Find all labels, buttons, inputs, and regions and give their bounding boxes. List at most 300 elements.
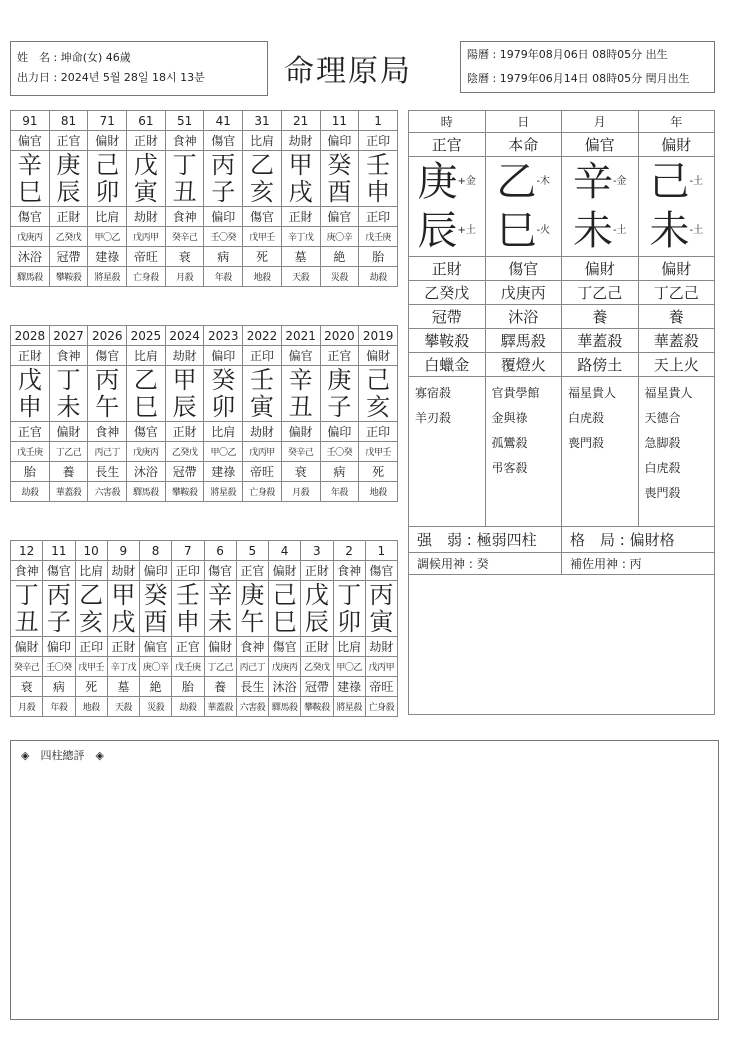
- natal-top-god-char: 正官: [431, 136, 462, 154]
- woleun-branch-cell: 子: [43, 609, 75, 637]
- daeun-stem-cell: 丙: [204, 151, 243, 179]
- woleun-stem-cell: 丙: [365, 581, 397, 609]
- daeun-hidden-cell: 甲〇乙: [88, 227, 127, 247]
- natal-hidden-char: 丁乙己: [653, 284, 699, 302]
- natal-chart-table: [408, 110, 715, 715]
- woleun-label-cell: 1: [365, 541, 397, 561]
- seun-stage-cell: 冠帶: [165, 462, 204, 482]
- natal-stem-char: 庚: [417, 158, 458, 205]
- woleun-bottom-god-cell: 比肩: [333, 637, 365, 657]
- woleun-bottom-god-cell: 劫財: [365, 637, 397, 657]
- natal-sinsal-cell: [409, 377, 486, 527]
- daeun-bottom-god-cell: 正印: [359, 207, 398, 227]
- natal-sal-cell: [485, 329, 562, 353]
- seun-hidden-cell: 戊庚丙: [127, 442, 166, 462]
- woleun-sal-cell: 月殺: [11, 697, 43, 717]
- natal-hidden-char: 丁乙己: [577, 284, 623, 302]
- woleun-top-god-cell: 正印: [172, 561, 204, 581]
- woleun-stem-cell: 丁: [333, 581, 365, 609]
- daeun-branch-cell: 申: [359, 179, 398, 207]
- natal-row-top-god: [409, 133, 715, 157]
- daeun-hidden-cell: 乙癸戊: [49, 227, 88, 247]
- woleun-stage-cell: 長生: [236, 677, 268, 697]
- woleun-row-label: [11, 541, 398, 561]
- natal-napeum-cell: [485, 353, 562, 377]
- daeun-hidden-cell: 戊丙甲: [127, 227, 166, 247]
- daeun-bottom-god-cell: 偏官: [320, 207, 359, 227]
- daeun-row-stem: [11, 151, 398, 179]
- daeun-stage-cell: 沐浴: [11, 247, 50, 267]
- seun-bottom-god-cell: 正官: [11, 422, 50, 442]
- natal-stem-cell: [638, 157, 715, 207]
- seun-stem-cell: 壬: [243, 366, 282, 394]
- natal-branch-char: 辰: [417, 208, 458, 255]
- daeun-sal-cell: 將星殺: [88, 267, 127, 287]
- woleun-sal-cell: 天殺: [107, 697, 139, 717]
- seun-label-cell: 2025: [127, 326, 166, 346]
- woleun-bottom-god-cell: 偏財: [204, 637, 236, 657]
- natal-sinsal-item: 白虎殺: [644, 461, 681, 475]
- seun-top-god-cell: 偏印: [204, 346, 243, 366]
- daeun-bottom-god-cell: 比肩: [88, 207, 127, 227]
- woleun-stem-cell: 癸: [140, 581, 172, 609]
- summary-box: [10, 740, 719, 1020]
- natal-branch-cell: [562, 207, 639, 257]
- daeun-branch-cell: 戌: [281, 179, 320, 207]
- woleun-label-cell: 7: [172, 541, 204, 561]
- woleun-stem-cell: 壬: [172, 581, 204, 609]
- seun-hidden-cell: 戊甲壬: [359, 442, 398, 462]
- seun-stage-cell: 養: [49, 462, 88, 482]
- natal-sinsal-cell: [485, 377, 562, 527]
- seun-label-cell: 2024: [165, 326, 204, 346]
- daeun-top-god-cell: 劫財: [281, 131, 320, 151]
- daeun-top-god-cell: 傷官: [204, 131, 243, 151]
- natal-napeum-char: 白蠟金: [424, 356, 470, 374]
- natal-stage-char: 冠帶: [431, 308, 462, 326]
- seun-label-cell: 2026: [88, 326, 127, 346]
- natal-top-god-cell: [638, 133, 715, 157]
- seun-sal-cell: 驛馬殺: [127, 482, 166, 502]
- name-line: 姓 名 : 坤命(女) 46歲: [17, 51, 131, 64]
- seun-row-stem: [11, 366, 398, 394]
- seun-top-god-cell: 偏官: [281, 346, 320, 366]
- woleun-sal-cell: 華蓋殺: [204, 697, 236, 717]
- woleun-branch-cell: 戌: [107, 609, 139, 637]
- natal-bottom-god-cell: [562, 257, 639, 281]
- woleun-branch-cell: 丑: [11, 609, 43, 637]
- woleun-hidden-cell: 癸辛己: [11, 657, 43, 677]
- seun-top-god-cell: 正印: [243, 346, 282, 366]
- natal-napeum-char: 天上火: [653, 356, 699, 374]
- natal-sal-char: 攀鞍殺: [424, 332, 470, 350]
- natal-stem-element-sup: -金: [612, 175, 627, 187]
- natal-header-char: 時: [440, 115, 453, 129]
- daeun-sal-cell: 災殺: [320, 267, 359, 287]
- seun-row-top-god: [11, 346, 398, 366]
- natal-top-god-char: 偏財: [661, 136, 692, 154]
- daeun-sal-cell: 地殺: [243, 267, 282, 287]
- woleun-top-god-cell: 比肩: [75, 561, 107, 581]
- seun-bottom-god-cell: 傷官: [127, 422, 166, 442]
- woleun-top-god-cell: 食神: [333, 561, 365, 581]
- woleun-row-hidden: [11, 657, 398, 677]
- natal-branch-cell: [485, 207, 562, 257]
- seun-bottom-god-cell: 偏財: [281, 422, 320, 442]
- daeun-top-god-cell: 偏官: [11, 131, 50, 151]
- natal-sinsal-item: 金與祿: [491, 411, 528, 425]
- woleun-row-stage: [11, 677, 398, 697]
- daeun-sal-cell: 攀鞍殺: [49, 267, 88, 287]
- woleun-stage-cell: 墓: [107, 677, 139, 697]
- natal-row-napeum: [409, 353, 715, 377]
- woleun-label-cell: 11: [43, 541, 75, 561]
- daeun-row-stage: [11, 247, 398, 267]
- seun-bottom-god-cell: 食神: [88, 422, 127, 442]
- woleun-bottom-god-cell: 偏財: [11, 637, 43, 657]
- daeun-hidden-cell: 戊壬庚: [359, 227, 398, 247]
- natal-stage-cell: [638, 305, 715, 329]
- daeun-stem-cell: 戊: [127, 151, 166, 179]
- natal-bottom-god-char: 傷官: [508, 260, 539, 278]
- woleun-stem-cell: 戊: [301, 581, 333, 609]
- woleun-stem-cell: 庚: [236, 581, 268, 609]
- natal-header-cell: [562, 111, 639, 133]
- seun-branch-cell: 申: [11, 394, 50, 422]
- seun-row-sal: [11, 482, 398, 502]
- seun-top-god-cell: 傷官: [88, 346, 127, 366]
- natal-napeum-char: 路傍土: [577, 356, 623, 374]
- natal-row-bottom-god: [409, 257, 715, 281]
- natal-header-cell: [409, 111, 486, 133]
- daeun-label-cell: 41: [204, 111, 243, 131]
- woleun-stem-cell: 辛: [204, 581, 236, 609]
- seun-stage-cell: 病: [320, 462, 359, 482]
- natal-branch-element-sup: -土: [612, 225, 627, 237]
- seun-stem-cell: 己: [359, 366, 398, 394]
- natal-row-yongsin: [409, 553, 715, 575]
- natal-stage-char: 養: [668, 308, 684, 326]
- woleun-branch-cell: 寅: [365, 609, 397, 637]
- natal-napeum-cell: [409, 353, 486, 377]
- seun-sal-cell: 年殺: [320, 482, 359, 502]
- natal-sinsal-item: 官貴學館: [491, 386, 540, 400]
- lunar-date: 陰曆 : 1979年06月14日 08時05分 閏月出生: [467, 72, 690, 85]
- natal-header-char: 日: [517, 115, 530, 129]
- seun-top-god-cell: 正財: [11, 346, 50, 366]
- natal-header-cell: [485, 111, 562, 133]
- seun-label-cell: 2027: [49, 326, 88, 346]
- woleun-branch-cell: 午: [236, 609, 268, 637]
- seun-branch-cell: 丑: [281, 394, 320, 422]
- seun-bottom-god-cell: 劫財: [243, 422, 282, 442]
- woleun-row-stem: [11, 581, 398, 609]
- woleun-sal-cell: 六害殺: [236, 697, 268, 717]
- daeun-stage-cell: 冠帶: [49, 247, 88, 267]
- daeun-bottom-god-cell: 傷官: [243, 207, 282, 227]
- woleun-row-bottom-god: [11, 637, 398, 657]
- daeun-bottom-god-cell: 正財: [49, 207, 88, 227]
- seun-hidden-cell: 丙己丁: [88, 442, 127, 462]
- daeun-row-label: [11, 111, 398, 131]
- seun-top-god-cell: 正官: [320, 346, 359, 366]
- woleun-sal-cell: 地殺: [75, 697, 107, 717]
- woleun-hidden-cell: 戊丙甲: [365, 657, 397, 677]
- seun-hidden-cell: 癸辛己: [281, 442, 320, 462]
- seun-branch-cell: 巳: [127, 394, 166, 422]
- woleun-bottom-god-cell: 正印: [75, 637, 107, 657]
- seun-bottom-god-cell: 偏印: [320, 422, 359, 442]
- natal-napeum-char: 覆燈火: [500, 356, 546, 374]
- natal-hidden-cell: [562, 281, 639, 305]
- woleun-branch-cell: 辰: [301, 609, 333, 637]
- seun-stage-cell: 沐浴: [127, 462, 166, 482]
- seun-top-god-cell: 劫財: [165, 346, 204, 366]
- natal-hidden-cell: [409, 281, 486, 305]
- natal-row-sinsal: [409, 377, 715, 527]
- natal-top-god-char: 偏官: [584, 136, 615, 154]
- natal-sinsal-item: 喪門殺: [644, 486, 681, 500]
- natal-top-god-cell: [485, 133, 562, 157]
- daeun-stem-cell: 乙: [243, 151, 282, 179]
- woleun-bottom-god-cell: 正財: [107, 637, 139, 657]
- natal-hidden-char: 戊庚丙: [500, 284, 546, 302]
- daeun-stage-cell: 死: [243, 247, 282, 267]
- woleun-stage-cell: 養: [204, 677, 236, 697]
- daeun-bottom-god-cell: 偏印: [204, 207, 243, 227]
- seun-hidden-cell: 壬〇癸: [320, 442, 359, 462]
- woleun-bottom-god-cell: 正財: [301, 637, 333, 657]
- daeun-label-cell: 61: [127, 111, 166, 131]
- seun-label-cell: 2021: [281, 326, 320, 346]
- seun-stem-cell: 辛: [281, 366, 320, 394]
- woleun-stage-cell: 建祿: [333, 677, 365, 697]
- natal-row-branch: [409, 207, 715, 257]
- daeun-hidden-cell: 壬〇癸: [204, 227, 243, 247]
- seun-stem-cell: 丁: [49, 366, 88, 394]
- woleun-sal-cell: 亡身殺: [365, 697, 397, 717]
- daeun-stage-cell: 墓: [281, 247, 320, 267]
- natal-stage-cell: [409, 305, 486, 329]
- natal-hidden-cell: [638, 281, 715, 305]
- seun-top-god-cell: 偏財: [359, 346, 398, 366]
- seun-hidden-cell: 甲〇乙: [204, 442, 243, 462]
- natal-sal-char: 華蓋殺: [653, 332, 699, 350]
- natal-branch-char: 巳: [496, 208, 537, 255]
- natal-header-cell: [638, 111, 715, 133]
- woleun-hidden-cell: 丙己丁: [236, 657, 268, 677]
- natal-sinsal-item: 天德合: [644, 411, 681, 425]
- woleun-hidden-cell: 壬〇癸: [43, 657, 75, 677]
- daeun-sal-cell: 年殺: [204, 267, 243, 287]
- seun-branch-cell: 子: [320, 394, 359, 422]
- woleun-stage-cell: 帝旺: [365, 677, 397, 697]
- natal-sinsal-item: 弔客殺: [491, 461, 528, 475]
- daeun-sal-cell: 劫殺: [359, 267, 398, 287]
- natal-branch-element-sup: -土: [689, 225, 704, 237]
- seun-row-branch: [11, 394, 398, 422]
- daeun-top-god-cell: 偏印: [320, 131, 359, 151]
- woleun-sal-cell: 攀鞍殺: [301, 697, 333, 717]
- daeun-stem-cell: 癸: [320, 151, 359, 179]
- woleun-hidden-cell: 戊甲壬: [75, 657, 107, 677]
- woleun-bottom-god-cell: 偏官: [140, 637, 172, 657]
- woleun-sal-cell: 劫殺: [172, 697, 204, 717]
- print-date-line: 出力日 : 2024년 5월 28일 18시 13분: [17, 71, 205, 84]
- daeun-label-cell: 31: [243, 111, 282, 131]
- daeun-hidden-cell: 辛丁戊: [281, 227, 320, 247]
- natal-row-hidden: [409, 281, 715, 305]
- natal-sinsal-item: 福星貴人: [644, 386, 693, 400]
- daeun-stage-cell: 建祿: [88, 247, 127, 267]
- woleun-top-god-cell: 正官: [236, 561, 268, 581]
- natal-bottom-god-char: 偏財: [584, 260, 615, 278]
- daeun-branch-cell: 卯: [88, 179, 127, 207]
- seun-label-cell: 2019: [359, 326, 398, 346]
- seun-stage-cell: 死: [359, 462, 398, 482]
- woleun-bottom-god-cell: 正官: [172, 637, 204, 657]
- woleun-label-cell: 6: [204, 541, 236, 561]
- daeun-branch-cell: 亥: [243, 179, 282, 207]
- woleun-row-sal: [11, 697, 398, 717]
- natal-bottom-god-char: 偏財: [661, 260, 692, 278]
- natal-stem-char: 辛: [572, 158, 613, 205]
- natal-sal-cell: [409, 329, 486, 353]
- natal-stage-cell: [562, 305, 639, 329]
- natal-sinsal-cell: [562, 377, 639, 527]
- natal-branch-element-sup: -火: [536, 225, 551, 237]
- natal-sal-char: 驛馬殺: [500, 332, 546, 350]
- woleun-row-top-god: [11, 561, 398, 581]
- seun-stem-cell: 甲: [165, 366, 204, 394]
- seun-top-god-cell: 比肩: [127, 346, 166, 366]
- daeun-hidden-cell: 戊庚丙: [11, 227, 50, 247]
- woleun-stage-cell: 胎: [172, 677, 204, 697]
- seun-top-god-cell: 食神: [49, 346, 88, 366]
- seun-stage-cell: 帝旺: [243, 462, 282, 482]
- seun-branch-cell: 卯: [204, 394, 243, 422]
- natal-header-char: 月: [593, 115, 606, 129]
- natal-top-god-cell: [562, 133, 639, 157]
- woleun-top-god-cell: 食神: [11, 561, 43, 581]
- daeun-branch-cell: 巳: [11, 179, 50, 207]
- woleun-branch-cell: 未: [204, 609, 236, 637]
- seun-sal-cell: 月殺: [281, 482, 320, 502]
- natal-stem-cell: [562, 157, 639, 207]
- woleun-stem-cell: 己: [269, 581, 301, 609]
- natal-header-char: 年: [670, 115, 683, 129]
- woleun-stage-cell: 死: [75, 677, 107, 697]
- natal-stem-element-sup: -土: [689, 175, 704, 187]
- page-title: 命理原局: [284, 54, 412, 89]
- daeun-stem-cell: 壬: [359, 151, 398, 179]
- seun-stage-cell: 衰: [281, 462, 320, 482]
- strength-cell: 强 弱 : 極弱四柱: [409, 527, 562, 553]
- daeun-bottom-god-cell: 正財: [281, 207, 320, 227]
- woleun-bottom-god-cell: 偏印: [43, 637, 75, 657]
- daeun-label-cell: 1: [359, 111, 398, 131]
- header-info-box: [10, 41, 268, 96]
- daeun-row-hidden: [11, 227, 398, 247]
- woleun-branch-cell: 酉: [140, 609, 172, 637]
- daeun-top-god-cell: 正印: [359, 131, 398, 151]
- natal-bottom-god-cell: [638, 257, 715, 281]
- daeun-branch-cell: 辰: [49, 179, 88, 207]
- daeun-hidden-cell: 戊甲壬: [243, 227, 282, 247]
- natal-row-stage: [409, 305, 715, 329]
- seun-branch-cell: 午: [88, 394, 127, 422]
- woleun-hidden-cell: 戊庚丙: [269, 657, 301, 677]
- woleun-table: [10, 540, 398, 717]
- natal-stage-char: 養: [592, 308, 608, 326]
- daeun-label-cell: 51: [165, 111, 204, 131]
- seun-sal-cell: 劫殺: [11, 482, 50, 502]
- woleun-row-branch: [11, 609, 398, 637]
- seun-stem-cell: 庚: [320, 366, 359, 394]
- woleun-hidden-cell: 庚〇辛: [140, 657, 172, 677]
- seun-sal-cell: 攀鞍殺: [165, 482, 204, 502]
- natal-stem-element-sup: +金: [457, 175, 476, 187]
- woleun-label-cell: 9: [107, 541, 139, 561]
- daeun-top-god-cell: 偏財: [88, 131, 127, 151]
- woleun-label-cell: 8: [140, 541, 172, 561]
- daeun-bottom-god-cell: 食神: [165, 207, 204, 227]
- daeun-row-sal: [11, 267, 398, 287]
- seun-bottom-god-cell: 偏財: [49, 422, 88, 442]
- natal-stem-char: 乙: [496, 158, 537, 205]
- daeun-branch-cell: 丑: [165, 179, 204, 207]
- seun-sal-cell: 亡身殺: [243, 482, 282, 502]
- daeun-table: [10, 110, 398, 287]
- daeun-branch-cell: 酉: [320, 179, 359, 207]
- woleun-stem-cell: 乙: [75, 581, 107, 609]
- natal-stage-char: 沐浴: [508, 308, 539, 326]
- woleun-hidden-cell: 辛丁戊: [107, 657, 139, 677]
- seun-bottom-god-cell: 正印: [359, 422, 398, 442]
- natal-branch-char: 未: [572, 208, 613, 255]
- natal-top-god-cell: [409, 133, 486, 157]
- seun-branch-cell: 亥: [359, 394, 398, 422]
- daeun-stage-cell: 胎: [359, 247, 398, 267]
- daeun-top-god-cell: 食神: [165, 131, 204, 151]
- daeun-branch-cell: 子: [204, 179, 243, 207]
- seun-stem-cell: 丙: [88, 366, 127, 394]
- natal-sinsal-item: 白虎殺: [568, 411, 605, 425]
- gyeokguk-cell: 格 局 : 偏財格: [562, 527, 715, 553]
- natal-bottom-god-cell: [409, 257, 486, 281]
- daeun-row-top-god: [11, 131, 398, 151]
- woleun-label-cell: 10: [75, 541, 107, 561]
- seun-stem-cell: 乙: [127, 366, 166, 394]
- woleun-bottom-god-cell: 傷官: [269, 637, 301, 657]
- seun-row-bottom-god: [11, 422, 398, 442]
- seun-row-label: [11, 326, 398, 346]
- seun-label-cell: 2028: [11, 326, 50, 346]
- natal-bottom-god-char: 正財: [431, 260, 462, 278]
- daeun-sal-cell: 驛馬殺: [11, 267, 50, 287]
- woleun-branch-cell: 卯: [333, 609, 365, 637]
- natal-sal-cell: [638, 329, 715, 353]
- natal-row-strength: [409, 527, 715, 553]
- daeun-label-cell: 71: [88, 111, 127, 131]
- seun-hidden-cell: 丁乙己: [49, 442, 88, 462]
- natal-branch-element-sup: +土: [457, 225, 476, 237]
- natal-stem-cell: [409, 157, 486, 207]
- daeun-top-god-cell: 比肩: [243, 131, 282, 151]
- woleun-sal-cell: 將星殺: [333, 697, 365, 717]
- daeun-hidden-cell: 庚〇辛: [320, 227, 359, 247]
- natal-bottom-god-cell: [485, 257, 562, 281]
